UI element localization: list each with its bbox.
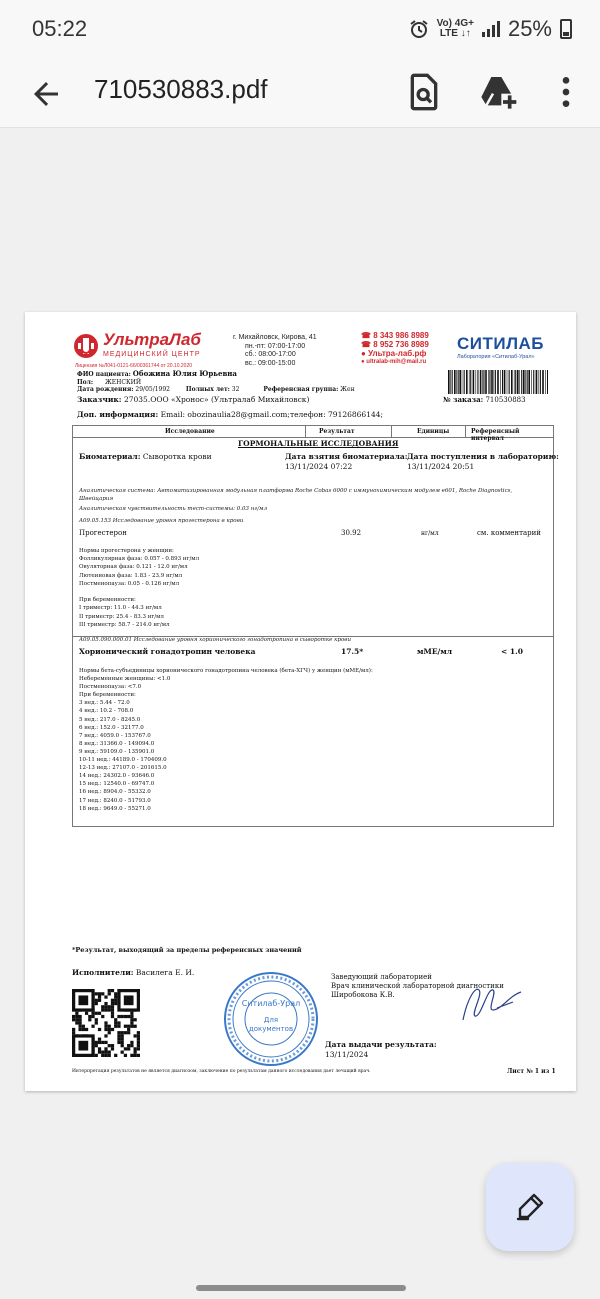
svg-text:Ситилаб-Урал: Ситилаб-Урал: [241, 999, 301, 1008]
sheet-number: Лист № 1 из 1: [507, 1068, 556, 1075]
test-reference: < 1.0: [501, 647, 523, 656]
alarm-icon: [409, 19, 429, 39]
clock: 05:22: [32, 16, 88, 41]
sensitivity: Аналитическая чувствительность тест-системы: 0.03 нг/мл: [79, 506, 268, 512]
norm-line: 9 нед.: 59109.0 - 135901.0: [79, 748, 155, 755]
signal-icon: [482, 21, 500, 37]
norm-line: 3 нед.: 5.44 - 72.0: [79, 700, 130, 707]
norm-line: При беременности:: [79, 692, 136, 699]
executor: Исполнители: Василега Е. И.: [72, 968, 195, 977]
document-title: 710530883.pdf: [94, 74, 268, 104]
norm-line: 7 нед.: 4059.0 - 153767.0: [79, 732, 151, 739]
biomaterial: Биоматериал: Сыворотка крови: [79, 452, 212, 461]
norm-line: Постменопауза: 0.05 - 0.126 нг/мл: [79, 580, 180, 587]
norm-line: 8 нед.: 31366.0 - 149094.0: [79, 740, 155, 747]
battery-icon: [560, 19, 572, 39]
norm-line: 12-13 нед.: 27107.0 - 201615.0: [79, 765, 167, 772]
norm-line: 16 нед.: 8904.0 - 55332.0: [79, 789, 151, 796]
additional-info: Доп. информация: Email: obozinaulia28@gmail.com;телефон: 79126866144;: [77, 410, 384, 419]
received-date: Дата поступления в лабораторию: 13/11/2024 20:51: [407, 452, 559, 471]
norm-line: Нормы прогестерона у женщин:: [79, 548, 174, 554]
norm-line: 10-11 нед.: 44189.0 - 170409.0: [79, 757, 167, 764]
document-search-icon[interactable]: [404, 72, 444, 112]
barcode: [448, 370, 548, 394]
edit-pen-icon: [514, 1191, 546, 1223]
edit-button[interactable]: [486, 1163, 574, 1251]
ultralab-logo-icon: [73, 332, 99, 360]
norm-line: 6 нед.: 152.0 - 32177.0: [79, 724, 144, 731]
lab-stamp: [221, 970, 321, 1068]
progesterone-norms: [79, 547, 199, 629]
svg-text:Для: Для: [263, 1016, 279, 1024]
analytic-system: Аналитическая система: Автоматизированная модульная платформа Roche Cobas 6000 с иммунохимическим модулем e601, Roche Diagnostics, Швейцария: [79, 488, 513, 502]
test-result: 17.5*: [341, 647, 364, 656]
hcg-norms: [79, 667, 373, 813]
sitilab-logo: СИТИЛАБ Лаборатория «Ситилаб-Урал»: [457, 334, 545, 360]
issue-date-label: Дата выдачи результата:: [325, 1040, 437, 1049]
pdf-page[interactable]: [25, 312, 576, 1091]
gesture-nav-bar[interactable]: [196, 1285, 406, 1291]
lab-head: Заведующий лабораторией Врач клинической лабораторной диагностики Широбокова К.В.: [331, 973, 504, 999]
network-indicator: Vo) 4G+ LTE ↓↑: [436, 18, 474, 39]
norm-line: 17 нед.: 8240.0 - 51793.0: [79, 797, 151, 804]
norm-line: Лютеиновая фаза: 1.83 - 23.9 нг/мл: [79, 572, 183, 579]
norm-line: 4 нед.: 10.2 - 708.0: [79, 708, 134, 715]
patient-info: ФИО пациента: Обожина Юлия Юрьевна Пол: ЖЕНСКИЙ Дата рождения: 29/05/1992 Полных лет: 32 Референсная группа: Жен: [77, 369, 355, 393]
norm-line: 15 нед.: 12540.0 - 69747.0: [79, 781, 155, 788]
drive-add-icon[interactable]: [478, 72, 518, 112]
table-header: Исследование Результат Единицы Референсный интервал: [73, 426, 553, 438]
section-title: ГОРМОНАЛЬНЫЕ ИССЛЕДОВАНИЯ: [238, 439, 399, 448]
norm-line: Постменопауза: <7.0: [79, 684, 142, 691]
test-unit: мМЕ/мл: [417, 647, 453, 656]
customer: Заказчик: 27035.ООО «Хронос» (Ультралаб Михайловск): [77, 395, 310, 404]
test-reference: см. комментарий: [477, 529, 541, 537]
test-code: A09.05.090.000.01 Исследование уровня хорионического гонадотропина в сыворотке крови: [79, 637, 352, 643]
test-name: Хорионический гонадотропин человека: [79, 647, 256, 656]
norm-line: III триместр: 58.7 - 214.0 нг/мл: [79, 621, 170, 628]
ultralab-logo: УльтраЛаб МЕДИЦИНСКИЙ ЦЕНТР: [103, 330, 201, 358]
results-table: [72, 425, 559, 827]
license: Лицензия №Л041-0121-66/00361744 от 20.10.2020: [75, 363, 193, 369]
norm-line: II триместр: 25.4 - 83.3 нг/мл: [79, 613, 164, 620]
battery-percent: 25%: [507, 16, 552, 41]
sample-date: Дата взятия биоматериала: 13/11/2024 07:22: [285, 452, 408, 471]
disclaimer: Интерпретация результатов не является диагнозом, заключение по результатам данного исследования дает лечащий врач.: [72, 1069, 371, 1074]
norm-line: Нормы бета-субъединицы хорионического гонадотропина человека (бета-ХГЧ) у женщин (мМЕ/мл):: [79, 668, 373, 674]
arrow-back-icon[interactable]: [28, 76, 64, 112]
norm-line: При беременности:: [79, 597, 136, 604]
norm-line: 18 нед.: 9649.0 - 55271.0: [79, 805, 151, 812]
issue-date: 13/11/2024: [325, 1050, 369, 1059]
signature: [457, 980, 527, 1026]
more-vert-icon[interactable]: [546, 72, 586, 112]
norm-line: [79, 588, 199, 596]
status-bar: [0, 0, 600, 60]
test-name: Прогестерон: [79, 529, 127, 537]
order-number: № заказа: 710530883: [443, 395, 526, 404]
norm-line: Небеременные женщины: <1.0: [79, 676, 171, 683]
norm-line: 14 нед.: 24302.0 - 93646.0: [79, 773, 155, 780]
svg-text:документов: документов: [248, 1025, 294, 1033]
out-of-range-note: *Результат, выходящий за пределы референсных значений: [72, 946, 302, 954]
test-result: 30.92: [341, 529, 362, 537]
clinic-address: г. Михайловск, Кирова, 41 пн.-пт: 07:00-17:00 сб.: 08:00-17:00 вс.: 09:00-15:00: [233, 334, 317, 367]
qr-code: [72, 989, 140, 1057]
norm-line: Овуляторная фаза: 0.121 - 12.0 нг/мл: [79, 564, 188, 571]
norm-line: I триместр: 11.0 - 44.3 нг/мл: [79, 605, 162, 612]
clinic-contacts: ☎ 8 343 986 8989 ☎ 8 952 736 8989 ● Ультра-лаб.рф ● ultralab-mih@mail.ru: [361, 331, 429, 365]
norm-line: Фолликулярная фаза: 0.057 - 0.893 нг/мл: [79, 556, 200, 563]
norm-line: 5 нед.: 217.0 - 8245.0: [79, 716, 141, 723]
test-unit: нг/мл: [421, 530, 439, 537]
test-code: A09.05.153 Исследование уровня прогестерона в крови: [79, 518, 244, 524]
app-bar: [0, 60, 600, 128]
